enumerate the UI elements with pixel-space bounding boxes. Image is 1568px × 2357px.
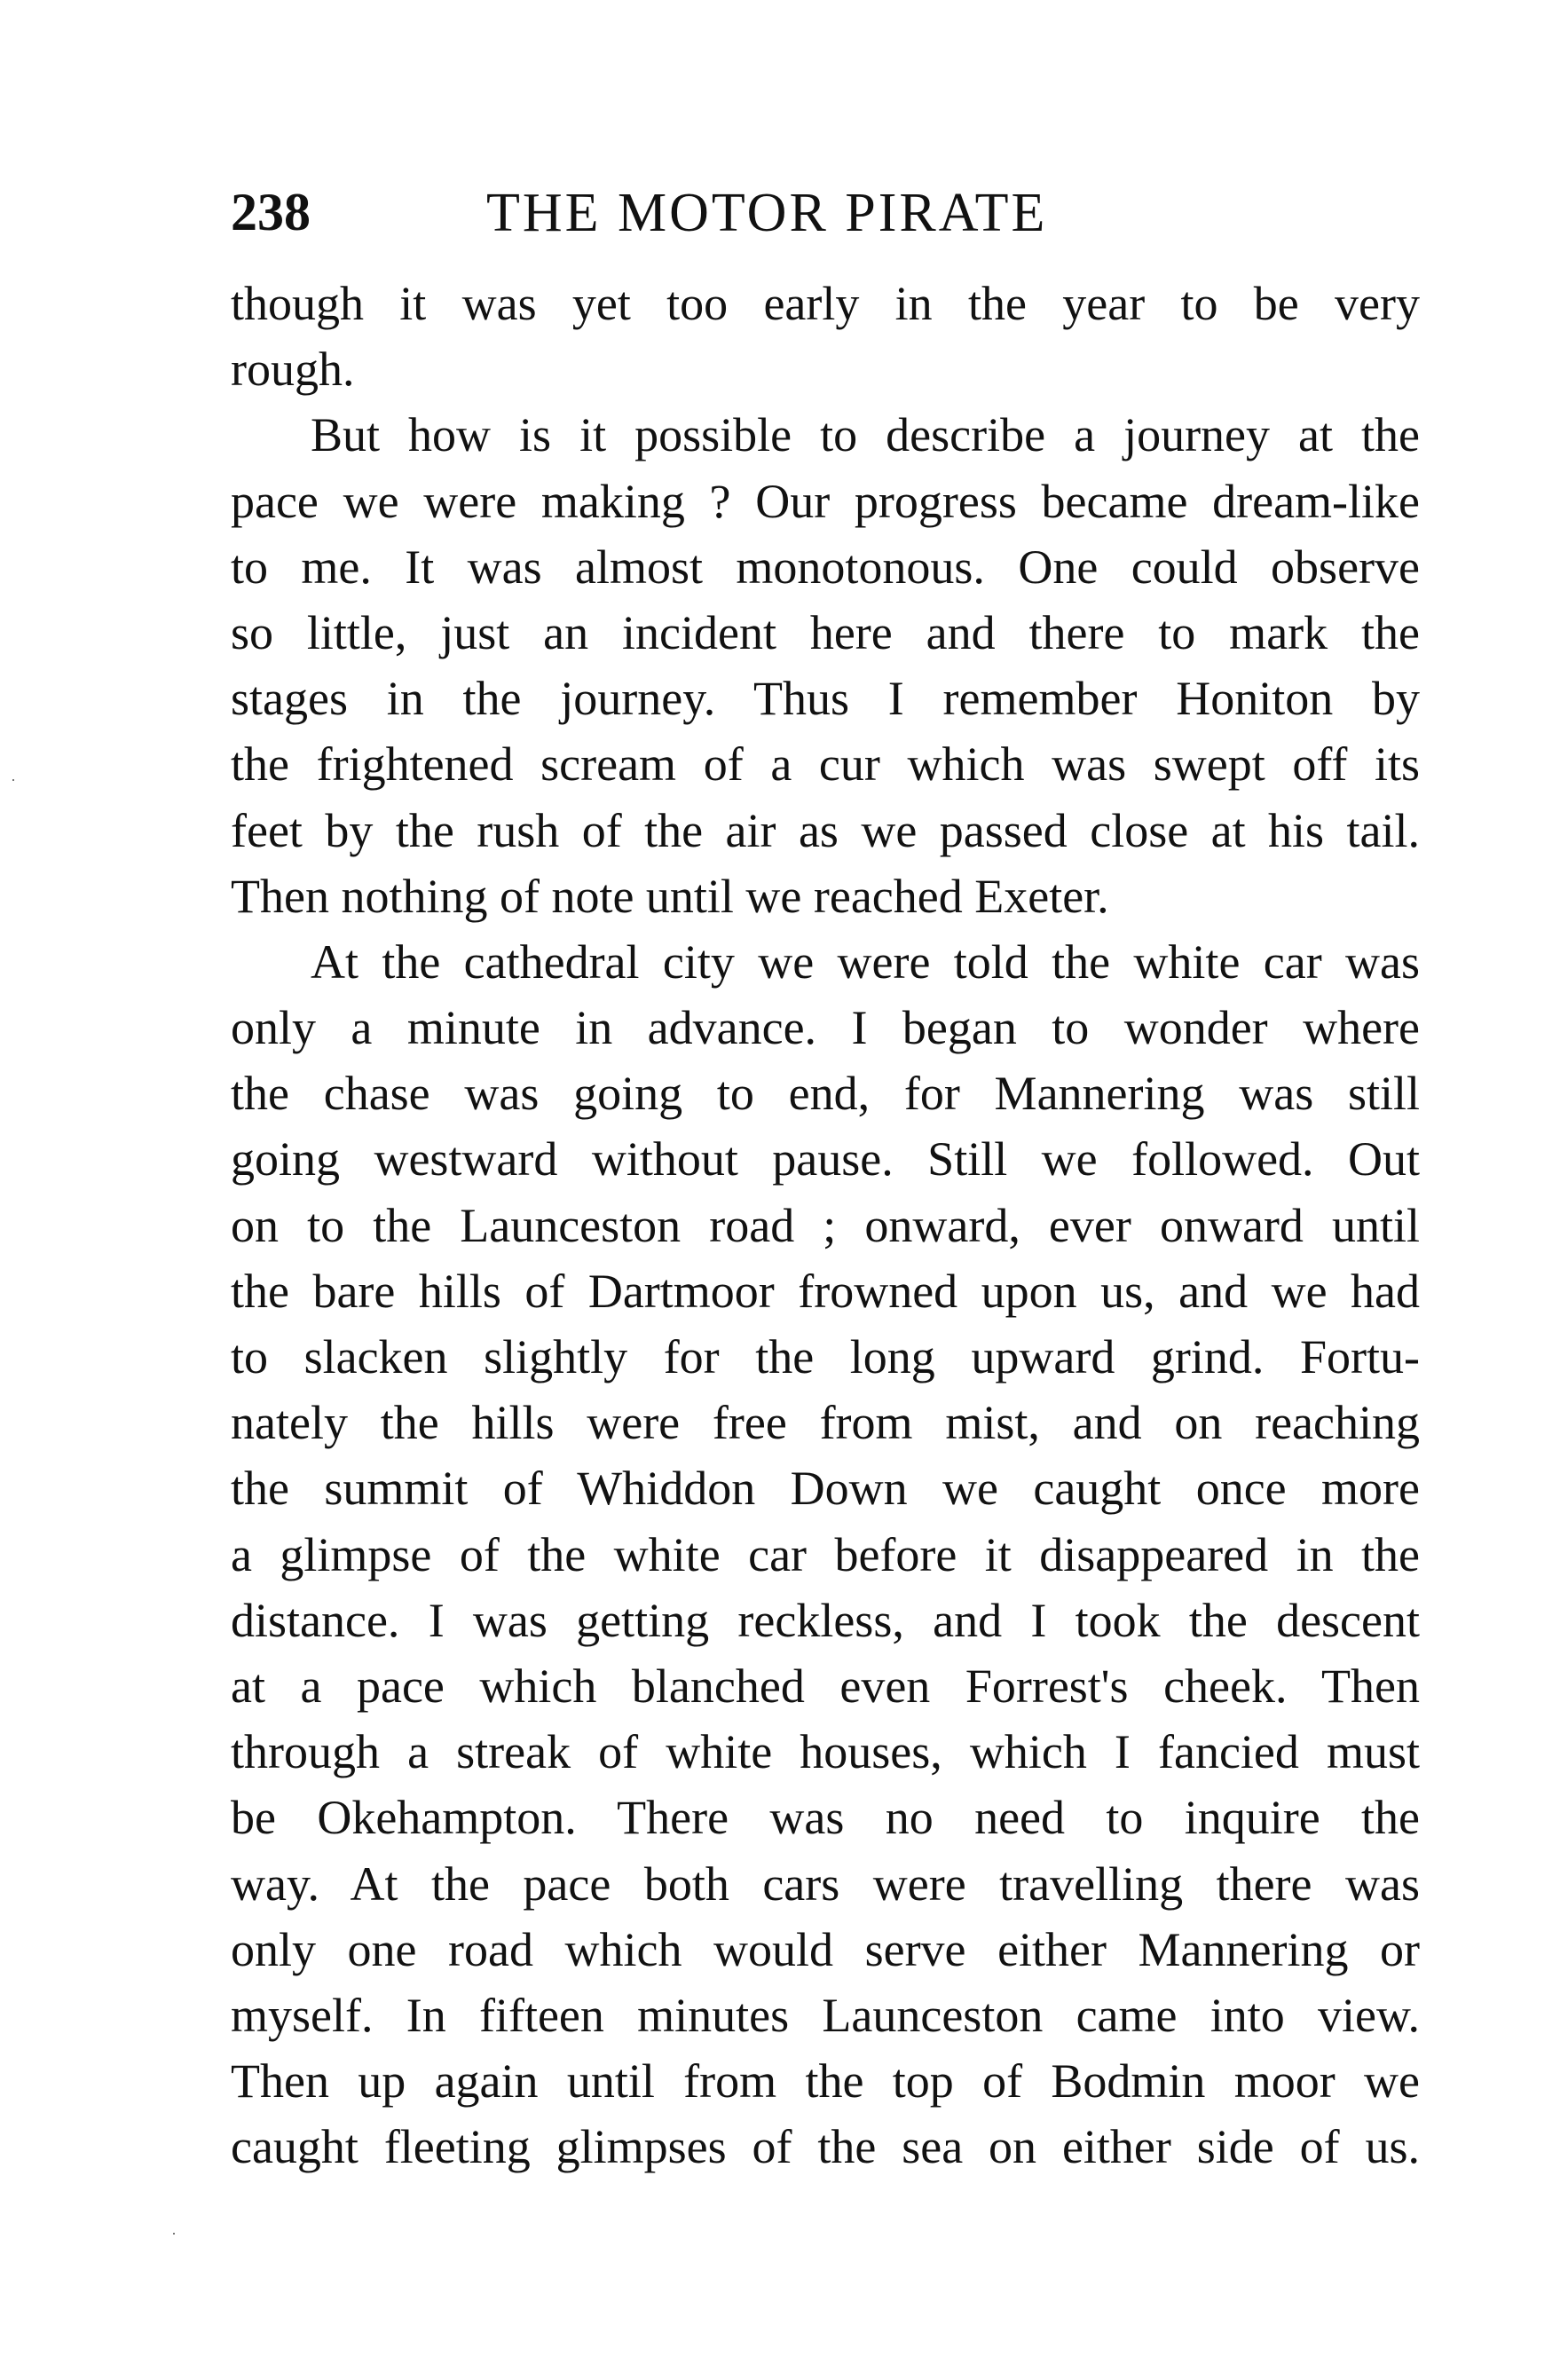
page-number: 238 [231, 183, 311, 241]
text-line: rough. [231, 343, 355, 397]
text-line: But how is it possible to describe a journey at the [311, 408, 1420, 462]
scan-speck [173, 2233, 175, 2235]
text-line: feet by the rush of the air as we passed close at his tail. [231, 803, 1420, 857]
text-line: caught fleeting glimpses of the sea on either side of us. [231, 2120, 1420, 2174]
scan-speck [12, 779, 14, 781]
text-line: way. At the pace both cars were travelling there was [231, 1856, 1420, 1911]
text-line: the chase was going to end, for Mannering was still [231, 1067, 1420, 1121]
text-line: stages in the journey. Thus I remember Honiton by [231, 672, 1420, 726]
text-line: on to the Launceston road ; onward, ever onward until [231, 1198, 1420, 1252]
text-line: the bare hills of Dartmoor frowned upon us, and we had [231, 1264, 1420, 1318]
text-line: only a minute in advance. I began to wonder where [231, 1001, 1420, 1055]
text-line: the summit of Whiddon Down we caught once more [231, 1462, 1420, 1516]
text-line: be Okehampton. There was no need to inquire the [231, 1791, 1420, 1845]
text-line: At the cathedral city we were told the white car was [311, 934, 1420, 989]
text-line: nately the hills were free from mist, and on reaching [231, 1396, 1420, 1450]
text-line: to slacken slightly for the long upward grind. Fortu- [231, 1330, 1420, 1383]
text-line: myself. In fifteen minutes Launceston came into view. [231, 1988, 1420, 2042]
text-line: through a streak of white houses, which I fancied must [231, 1725, 1420, 1779]
text-line: pace we were making ? Our progress became dream-like [231, 474, 1420, 528]
text-line: a glimpse of the white car before it disappeared in the [231, 1527, 1420, 1581]
text-line: the frightened scream of a cur which was swept off its [231, 737, 1420, 792]
page-body-text [231, 271, 1420, 2180]
text-line: Then up again until from the top of Bodmin moor we [231, 2054, 1420, 2109]
text-line: to me. It was almost monotonous. One could observe [231, 540, 1420, 594]
text-line: distance. I was getting reckless, and I took the descent [231, 1593, 1420, 1647]
text-line: though it was yet too early in the year to be very [231, 277, 1420, 330]
text-line: Then nothing of note until we reached Exeter. [231, 869, 1109, 923]
text-line: only one road which would serve either Mannering or [231, 1922, 1420, 1976]
running-header [231, 182, 1420, 244]
text-line: so little, just an incident here and there to mark the [231, 605, 1420, 659]
text-line: at a pace which blanched even Forrest's cheek. Then [231, 1659, 1420, 1713]
text-line: going westward without pause. Still we followed. Out [231, 1132, 1420, 1186]
running-title: THE MOTOR PIRATE [486, 183, 1048, 243]
